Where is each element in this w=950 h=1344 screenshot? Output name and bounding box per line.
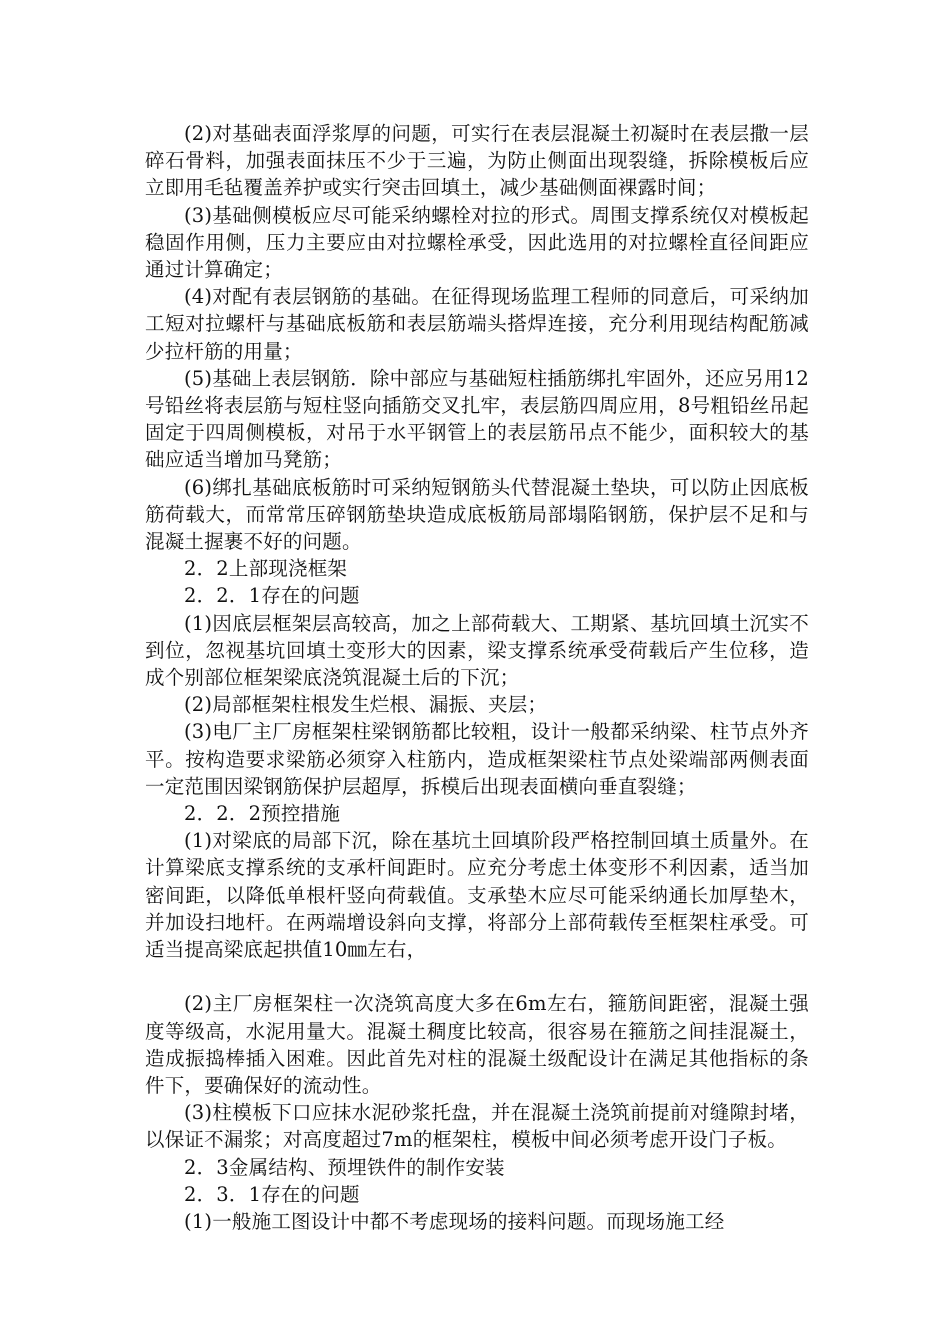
paragraph-gap xyxy=(145,963,809,990)
subsection-heading-2-2-2: 2．2．2预控措施 xyxy=(184,802,341,826)
paragraph-item-6: (6)绑扎基础底板筋时可采纳短钢筋头代替混凝土垫块，可以防止因底板筋荷载大，而常常压碎钢筋垫块造成底板筋局部塌陷钢筋，保护层不足和与混凝土握裹不好的问题。 xyxy=(145,475,809,554)
paragraph-item-5: (5)基础上表层钢筋．除中部应与基础短柱插筋绑扎牢固外，还应另用12号铅丝将表层筋与短柱竖向插筋交叉扎牢，表层筋四周应用，8号粗铅丝吊起固定于四周侧模板，对吊于水平钢管上的表层筋吊点不能少，面积较大的基础应适当增加马凳筋； xyxy=(145,366,809,472)
measure-item-3: (3)柱模板下口应抹水泥砂浆托盘，并在混凝土浇筑前提前对缝隙封堵，以保证不漏浆；对高度超过7m的框架柱，模板中间必须考虑开设门子板。 xyxy=(145,1101,809,1152)
document-body xyxy=(145,120,809,1235)
subsection-heading-2-3-1: 2．3．1存在的问题 xyxy=(184,1182,360,1206)
measure-item-1: (1)对梁底的局部下沉，除在基坑土回填阶段严格控制回填土质量外。在计算梁底支撑系统的支承杆间距时。应充分考虑土体变形不利因素，适当加密间距，以降低单根杆竖向荷载值。支承垫木应尽可能采纳通长加厚垫木，并加设扫地杆。在两端增设斜向支撑，将部分上部荷载传至框架柱承受。可适当提高梁底起拱值10㎜左右， xyxy=(145,829,809,962)
paragraph-item-2: (2)对基础表面浮浆厚的问题，可实行在表层混凝土初凝时在表层撒一层碎石骨料，加强表面抹压不少于三遍，为防止侧面出现裂缝，拆除模板后应立即用毛毡覆盖养护或实行突击回填土，减少基础侧面裸露时间； xyxy=(145,122,809,200)
problem-item-2-3-1: (1)一般施工图设计中都不考虑现场的接料问题。而现场施工经 xyxy=(184,1209,725,1233)
section-heading-2-2: 2．2上部现浇框架 xyxy=(184,557,348,581)
section-heading-2-3: 2．3金属结构、预埋铁件的制作安装 xyxy=(184,1155,505,1179)
paragraph-item-3: (3)基础侧模板应尽可能采纳螺栓对拉的形式。周围支撑系统仅对模板起稳固作用侧，压力主要应由对拉螺栓承受，因此选用的对拉螺栓直径间距应通过计算确定； xyxy=(145,203,809,282)
measure-item-2: (2)主厂房框架柱一次浇筑高度大多在6m左右，箍筋间距密，混凝土强度等级高，水泥用量大。混凝土稠度比较高，很容易在箍筋之间挂混凝土，造成振捣棒插入困难。因此首先对柱的混凝土级配设计在满足其他指标的条件下，要确保好的流动性。 xyxy=(145,992,809,1097)
problem-item-3: (3)电厂主厂房框架柱梁钢筋都比较粗，设计一般都采纳梁、柱节点外齐平。按构造要求梁筋必须穿入柱筋内，造成框架梁柱节点处梁端部两侧表面一定范围因梁钢筋保护层超厚，拆模后出现表面横向垂直裂缝； xyxy=(145,720,809,798)
subsection-heading-2-2-1: 2．2．1存在的问题 xyxy=(184,584,360,608)
problem-item-2: (2)局部框架柱根发生烂根、漏振、夹层； xyxy=(184,693,548,717)
paragraph-item-4: (4)对配有表层钢筋的基础。在征得现场监理工程师的同意后，可采纳加工短对拉螺杆与基础底板筋和表层筋端头搭焊连接，充分利用现结构配筋减少拉杆筋的用量； xyxy=(145,285,809,363)
problem-item-1: (1)因底层框架层高较高，加之上部荷载大、工期紧、基坑回填土沉实不到位，忽视基坑回填土变形大的因素，梁支撑系统承受荷载后产生位移，造成个别部位框架梁底浇筑混凝土后的下沉； xyxy=(145,611,809,690)
